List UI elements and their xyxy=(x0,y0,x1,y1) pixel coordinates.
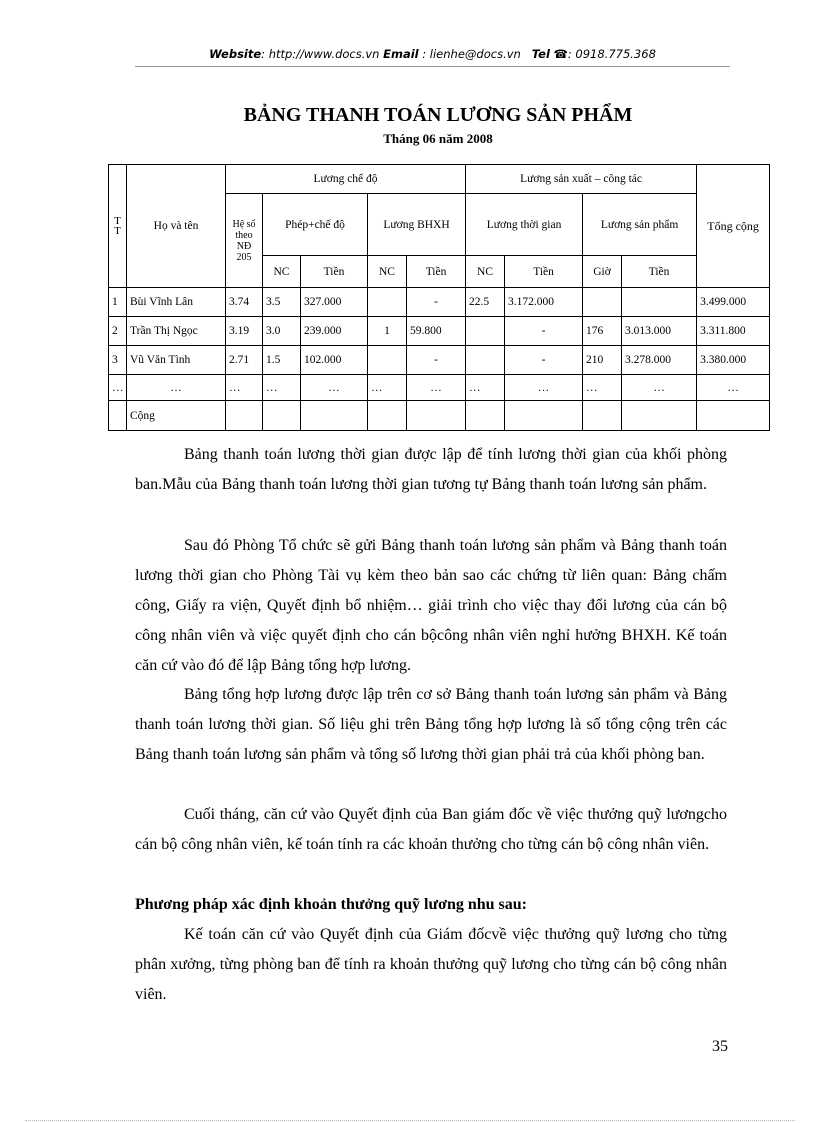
cell: 176 xyxy=(583,317,622,346)
cell: 3.5 xyxy=(263,288,301,317)
cell: - xyxy=(407,288,466,317)
cell: 3.172.000 xyxy=(505,288,583,317)
cell: 2.71 xyxy=(226,346,263,375)
cell: … xyxy=(407,375,466,401)
cell xyxy=(368,346,407,375)
paragraph-2: Sau đó Phòng Tổ chức sẽ gửi Bảng thanh toán lương sản phẩm và Bảng thanh toán lương thời gian cho Phòng Tài vụ kèm theo bản sao các chứng từ liên quan: Bảng chấm công, Giấy ra viện, Quyết định bổ nhiệm… giải trình cho việc thay đổi lương của cán bộ công nhân viên và việc quyết định cho cán bộcông nhân viên nghỉ hưởng BHXH. Kế toán căn cứ vào đó để lập Bảng tổng hợp lương. xyxy=(135,537,727,674)
cell: Bùi Vĩnh Lân xyxy=(127,288,226,317)
cell: … xyxy=(466,375,505,401)
cell: … xyxy=(368,375,407,401)
header-luong-san-pham: Lương sản phẩm xyxy=(583,194,697,256)
header-luong-che-do: Lương chế độ xyxy=(226,165,466,194)
email-value[interactable]: : lienhe@docs.vn xyxy=(418,47,521,61)
page-bottom-divider xyxy=(25,1120,795,1121)
header-gio: Giờ xyxy=(583,256,622,288)
cell: 3 xyxy=(109,346,127,375)
cell: … xyxy=(109,375,127,401)
document-title: BẢNG THANH TOÁN LƯƠNG SẢN PHẨM xyxy=(243,104,633,126)
cell xyxy=(466,346,505,375)
website-label: Website xyxy=(209,47,262,61)
cell: 1.5 xyxy=(263,346,301,375)
payroll-table xyxy=(108,164,770,431)
header-phep-che-do: Phép+chế độ xyxy=(263,194,368,256)
table-row xyxy=(109,375,770,401)
cell: 3.013.000 xyxy=(622,317,697,346)
cell: … xyxy=(301,375,368,401)
website-value[interactable]: : http://www.docs.vn xyxy=(261,47,380,61)
cell: … xyxy=(127,375,226,401)
cell: 59.800 xyxy=(407,317,466,346)
header-he-so: Hệ số theo NĐ 205 xyxy=(226,194,263,288)
cell: 327.000 xyxy=(301,288,368,317)
header-nc: NC xyxy=(466,256,505,288)
cell: 102.000 xyxy=(301,346,368,375)
cell: … xyxy=(697,375,770,401)
paragraph-5: Kế toán căn cứ vào Quyết định của Giám đốcvề việc thưởng quỹ lương cho từng phân xưởng, từng phòng ban để tính ra khoản thưởng quỹ lương cho từng cán bộ công nhân viên. xyxy=(135,926,727,1003)
cell: 3.380.000 xyxy=(697,346,770,375)
phone-icon: ☎ xyxy=(553,47,568,61)
header-divider xyxy=(135,66,730,67)
table-row xyxy=(109,317,770,346)
header-tien: Tiền xyxy=(407,256,466,288)
cell: 3.311.800 xyxy=(697,317,770,346)
cell: … xyxy=(226,375,263,401)
cell: Trần Thị Ngọc xyxy=(127,317,226,346)
cell: 3.19 xyxy=(226,317,263,346)
paragraph-1: Bảng thanh toán lương thời gian được lập để tính lương thời gian của khối phòng ban.Mẫu của Bảng thanh toán lương thời gian tương tự Bảng thanh toán lương sản phẩm. xyxy=(135,446,727,493)
email-label: Email xyxy=(383,47,419,61)
table-row xyxy=(109,346,770,375)
header-name: Họ và tên xyxy=(127,165,226,288)
cell: … xyxy=(263,375,301,401)
cell: 22.5 xyxy=(466,288,505,317)
page-number: 35 xyxy=(712,1038,728,1055)
cell: … xyxy=(583,375,622,401)
paragraph-4: Cuối tháng, căn cứ vào Quyết định của Ban giám đốc về việc thưởng quỹ lươngcho cán bộ công nhân viên, kế toán tính ra các khoản thưởng cho từng cán bộ công nhân viên. xyxy=(135,806,727,853)
header-tien: Tiền xyxy=(505,256,583,288)
header-tt: T T xyxy=(109,165,127,288)
cell: 210 xyxy=(583,346,622,375)
header-tien: Tiền xyxy=(622,256,697,288)
header-nc: NC xyxy=(368,256,407,288)
header-luong-bhxh: Lương BHXH xyxy=(368,194,466,256)
table-row xyxy=(109,288,770,317)
cell: 2 xyxy=(109,317,127,346)
cell: Vũ Văn Tình xyxy=(127,346,226,375)
cell: … xyxy=(505,375,583,401)
cell: - xyxy=(505,346,583,375)
document-subtitle: Tháng 06 năm 2008 xyxy=(383,131,493,146)
paragraph-3: Bảng tổng hợp lương được lập trên cơ sở Bảng thanh toán lương sản phẩm và Bảng thanh toán lương thời gian. Số liệu ghi trên Bảng tổng hợp lương là số tổng cộng trên các Bảng thanh toán lương sản phẩm và tổng số lương thời gian phải trả của khối phòng ban. xyxy=(135,686,727,763)
cell: 3.74 xyxy=(226,288,263,317)
header-luong-san-xuat: Lương sản xuất – công tác xyxy=(466,165,697,194)
cell: - xyxy=(505,317,583,346)
cell: 3.0 xyxy=(263,317,301,346)
cell: 1 xyxy=(368,317,407,346)
table-total-row xyxy=(109,401,770,431)
cell: 3.278.000 xyxy=(622,346,697,375)
cell: - xyxy=(407,346,466,375)
header-nc: NC xyxy=(263,256,301,288)
cell: 3.499.000 xyxy=(697,288,770,317)
cell: 1 xyxy=(109,288,127,317)
header-total: Tổng cộng xyxy=(697,165,770,288)
cell xyxy=(368,288,407,317)
total-label: Cộng xyxy=(127,401,226,431)
page-header xyxy=(135,47,730,61)
cell: 239.000 xyxy=(301,317,368,346)
cell xyxy=(583,288,622,317)
tel-value: : 0918.775.368 xyxy=(567,47,656,61)
tel-label: Tel xyxy=(531,47,550,61)
cell xyxy=(466,317,505,346)
cell xyxy=(622,288,697,317)
header-tien: Tiền xyxy=(301,256,368,288)
cell: … xyxy=(622,375,697,401)
header-luong-thoi-gian: Lương thời gian xyxy=(466,194,583,256)
section-heading: Phương pháp xác định khoản thưởng quỹ lương nhu sau: xyxy=(135,896,527,913)
